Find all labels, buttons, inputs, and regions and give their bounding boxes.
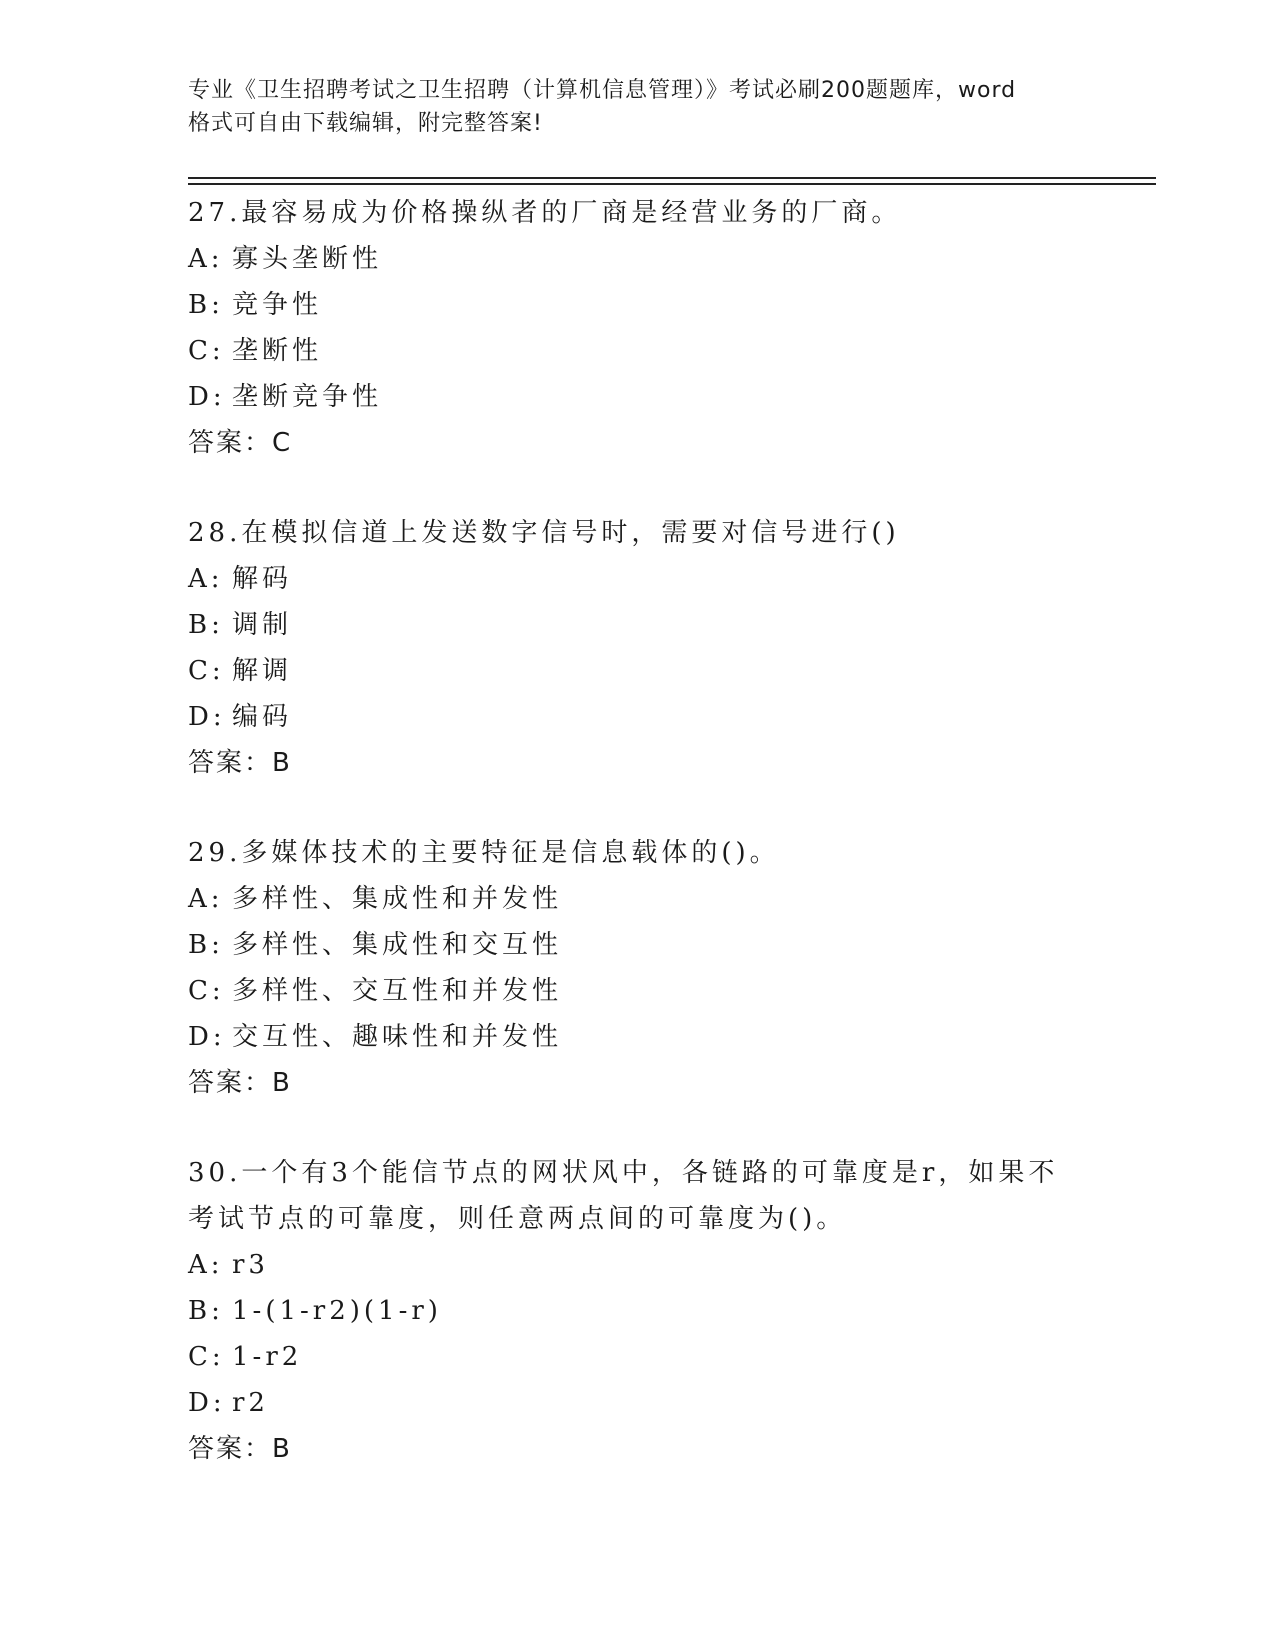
option-d (188, 374, 1088, 420)
option-b (188, 922, 1088, 968)
option-b (188, 1288, 1088, 1334)
option-key: C: (188, 1342, 225, 1372)
option-key: C: (188, 336, 225, 366)
header-divider-bottom (188, 183, 1156, 185)
question-list (188, 190, 1088, 1516)
option-text: 编码 (232, 702, 293, 732)
question-stem: 29.多媒体技术的主要特征是信息载体的()。 (188, 838, 780, 868)
option-text: 解调 (232, 656, 293, 686)
option-text: 解码 (232, 564, 293, 594)
header-line-1: 专业《卫生招聘考试之卫生招聘（计算机信息管理）》考试必刷200题题库，word (188, 78, 1017, 103)
option-d (188, 694, 1088, 740)
option-text: r2 (232, 1388, 269, 1418)
question-stem: 28.在模拟信道上发送数字信号时，需要对信号进行() (188, 518, 900, 548)
answer-line: 答案：B (188, 1068, 292, 1098)
option-text: r3 (232, 1250, 269, 1280)
option-key: B: (188, 930, 224, 960)
option-key: B: (188, 290, 224, 320)
option-text: 调制 (232, 610, 293, 640)
question-28 (188, 510, 1088, 786)
option-key: A: (188, 244, 224, 274)
option-text: 寡头垄断性 (232, 244, 383, 274)
option-key: B: (188, 1296, 224, 1326)
option-text: 垄断性 (232, 336, 323, 366)
option-key: B: (188, 610, 224, 640)
option-a (188, 556, 1088, 602)
option-key: A: (188, 564, 224, 594)
question-stem: 30.一个有3个能信节点的网状风中，各链路的可靠度是r，如果不考试节点的可靠度，则任意两点间的可靠度为()。 (188, 1158, 1059, 1234)
option-key: C: (188, 976, 225, 1006)
option-key: A: (188, 884, 224, 914)
option-text: 交互性、趣味性和并发性 (232, 1022, 563, 1052)
option-text: 竞争性 (232, 290, 323, 320)
option-text: 1-r2 (232, 1342, 303, 1372)
header-divider-top (188, 177, 1156, 179)
option-key: D: (188, 1022, 226, 1052)
option-c (188, 328, 1088, 374)
question-29 (188, 830, 1088, 1106)
option-text: 多样性、集成性和并发性 (232, 884, 563, 914)
option-key: D: (188, 702, 226, 732)
option-d (188, 1380, 1088, 1426)
option-a (188, 876, 1088, 922)
option-c (188, 968, 1088, 1014)
header-line-2: 格式可自由下载编辑，附完整答案! (188, 111, 543, 136)
option-c (188, 1334, 1088, 1380)
option-key: A: (188, 1250, 224, 1280)
option-a (188, 236, 1088, 282)
question-stem: 27.最容易成为价格操纵者的厂商是经营业务的厂商。 (188, 198, 902, 228)
answer-line: 答案：B (188, 1434, 292, 1464)
document-header (188, 74, 1088, 140)
question-30 (188, 1150, 1088, 1472)
option-text: 多样性、集成性和交互性 (232, 930, 563, 960)
option-text: 垄断竞争性 (232, 382, 383, 412)
option-text: 1-(1-r2)(1-r) (232, 1296, 442, 1326)
question-27 (188, 190, 1088, 466)
option-d (188, 1014, 1088, 1060)
answer-line: 答案：B (188, 748, 292, 778)
option-key: D: (188, 1388, 226, 1418)
option-key: C: (188, 656, 225, 686)
option-text: 多样性、交互性和并发性 (232, 976, 563, 1006)
option-c (188, 648, 1088, 694)
answer-line: 答案：C (188, 428, 293, 458)
option-key: D: (188, 382, 226, 412)
option-a (188, 1242, 1088, 1288)
option-b (188, 282, 1088, 328)
option-b (188, 602, 1088, 648)
